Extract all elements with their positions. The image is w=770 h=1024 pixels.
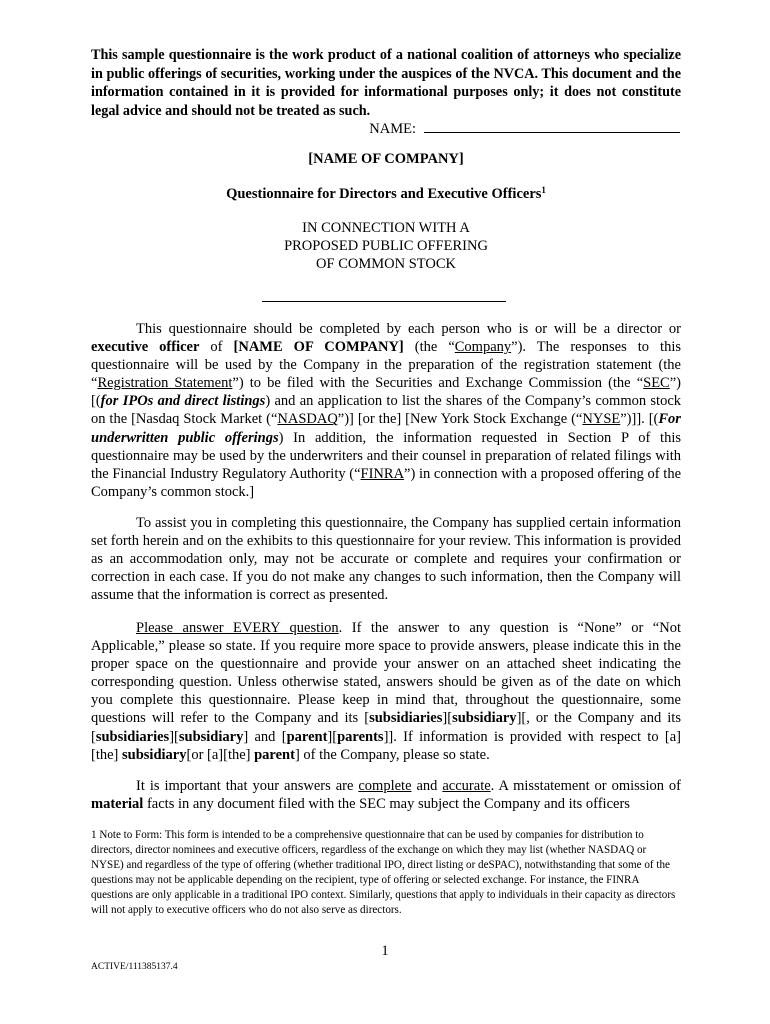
text-run: ”) to be filed with the Securities and Exchange Commission (the “ bbox=[232, 375, 644, 392]
defined-term: Company bbox=[454, 339, 512, 356]
defined-term: Registration Statement bbox=[97, 375, 233, 392]
text-run: ”)] [or the] [New York Stock Exchange (“ bbox=[337, 411, 583, 428]
name-blank-field bbox=[424, 119, 680, 133]
text-run-bold: [NAME OF COMPANY] bbox=[233, 339, 404, 356]
text-run: and bbox=[411, 778, 443, 794]
connection-line: PROPOSED PUBLIC OFFERING bbox=[284, 238, 488, 254]
text-run-bold: material bbox=[91, 796, 144, 813]
text-run: (the “ bbox=[403, 339, 455, 356]
defined-term: NYSE bbox=[582, 411, 621, 428]
questionnaire-title-text: Questionnaire for Directors and Executive Officers bbox=[226, 186, 542, 202]
document-id: ACTIVE/111385137.4 bbox=[91, 962, 178, 972]
defined-term: NASDAQ bbox=[277, 411, 338, 428]
text-run-bold: subsidiaries bbox=[369, 710, 443, 727]
text-run-bold: subsidiary bbox=[452, 710, 517, 727]
text-run-bold: executive officer bbox=[91, 339, 200, 356]
text-run-bold: parent bbox=[286, 728, 328, 745]
connection-line: IN CONNECTION WITH A bbox=[302, 220, 470, 236]
defined-term: SEC bbox=[643, 375, 670, 392]
text-run-bold: subsidiaries bbox=[95, 728, 170, 745]
text-run: This questionnaire should be completed by each person who is or will be a director or bbox=[136, 321, 681, 337]
connection-heading bbox=[91, 219, 681, 273]
connection-line: OF COMMON STOCK bbox=[316, 256, 456, 272]
text-run-bold: subsidiary bbox=[178, 728, 244, 745]
separator-rule bbox=[262, 301, 506, 302]
text-run-bold-italic: for IPOs and direct listings bbox=[100, 393, 266, 410]
paragraph-instructions bbox=[91, 619, 681, 764]
text-run: ”)]]. [( bbox=[620, 411, 659, 428]
footnote bbox=[91, 828, 681, 917]
text-run: [or [a][the] bbox=[186, 746, 255, 763]
text-run-bold: parent bbox=[254, 746, 295, 763]
text-run: ] of the Company, please so state. bbox=[294, 746, 490, 763]
paragraph-assist bbox=[91, 514, 681, 604]
page-number: 1 bbox=[381, 943, 389, 959]
text-run: . If the answer to any question is “None” or “Not Applicable,” please so state. If you require more space to provide answers, please indicate this in the proper space on the questionnaire and provide your answer on an attached sheet indicating the corresponding question. Unless otherwise stated, answers should be given as of the date on which you complete this questionnaire. Please keep in mind that, throughout the questionnaire, some questions will refer to the Company and its [ bbox=[91, 620, 681, 727]
paragraph-assist-text: To assist you in completing this questionnaire, the Company has supplied certain information set forth herein and on the exhibits to this questionnaire for your review. This information is provided as an accommodation only, may not be accurate or complete and requires your confirmation or correction in each case. If you do not make any changes to such information, then the Company will assume that the information is correct as presented. bbox=[91, 515, 681, 604]
paragraph-accuracy bbox=[91, 777, 681, 813]
text-run: ]]. If information is provided with respect to [a][the] bbox=[91, 728, 681, 763]
name-label: NAME: bbox=[369, 121, 416, 137]
text-run: ][ bbox=[169, 728, 179, 745]
company-name-placeholder: [NAME OF COMPANY] bbox=[308, 151, 464, 167]
text-run: ) and an application to list the shares of the Company’s common stock on the [Nasdaq Stock Market (“ bbox=[91, 393, 682, 428]
paragraph-intro bbox=[91, 320, 681, 501]
text-run: ”). The responses to this questionnaire will be used by the Company in the preparation of the registration statement (the “ bbox=[91, 339, 681, 392]
text-run: ][ bbox=[442, 710, 453, 727]
name-line bbox=[0, 119, 680, 138]
text-run-bold: subsidiary bbox=[122, 746, 187, 763]
text-run-underlined: Please answer EVERY question bbox=[136, 620, 339, 636]
footnote-text: 1 Note to Form: This form is intended to be a comprehensive questionnaire that can be used by companies for distribution to directors, director nominees and executive officers, regardless of the exchange on which they may list (whether NASDAQ or NYSE) and regardless of the type of offering (whether traditional IPO, direct listing or deSPAC), notwithstanding that some of the questions may not be applicable depending on the recipient, type of offering or selected exchange. For instance, the FINRA questions are only applicable in a traditional IPO context. Similarly, questions that apply to individuals in their capacity as directors will not apply to executive officers who do not also serve as directors. bbox=[91, 829, 676, 916]
text-run-bold: parents bbox=[337, 728, 384, 745]
text-run-bold-italic: For underwritten public offerings bbox=[91, 411, 681, 446]
disclaimer: This sample questionnaire is the work product of a national coalition of attorneys who specialize in public offerings of securities, working under the auspices of the NVCA. This document and the information contained in it is provided for informational purposes only; it does not constitute legal advice and should not be treated as such. bbox=[91, 47, 681, 119]
text-run: ][ bbox=[327, 728, 338, 745]
text-run-underlined: accurate bbox=[442, 778, 491, 794]
defined-term: FINRA bbox=[360, 465, 405, 482]
text-run: ) In addition, the information requested in Section P of this questionnaire may be used by the underwriters and their counsel in preparation of related filings with the Financial Industry Regulatory Authority (“ bbox=[91, 429, 682, 482]
text-run: . A misstatement or omission of bbox=[490, 778, 682, 794]
text-run: ”) in connection with a proposed offering of the Company’s common stock.] bbox=[91, 465, 681, 500]
text-run-underlined: complete bbox=[358, 778, 412, 794]
text-run: facts in any document filed with the SEC may subject the Company and its officers bbox=[143, 796, 630, 813]
text-run: ][, or the Company and its [ bbox=[91, 710, 681, 745]
text-run: of bbox=[199, 339, 234, 356]
questionnaire-title bbox=[91, 185, 681, 203]
text-run: It is important that your answers are bbox=[136, 778, 359, 794]
text-run: ] and [ bbox=[243, 728, 287, 745]
footnote-reference: 1 bbox=[541, 185, 546, 195]
text-run: ”) [( bbox=[91, 375, 681, 410]
